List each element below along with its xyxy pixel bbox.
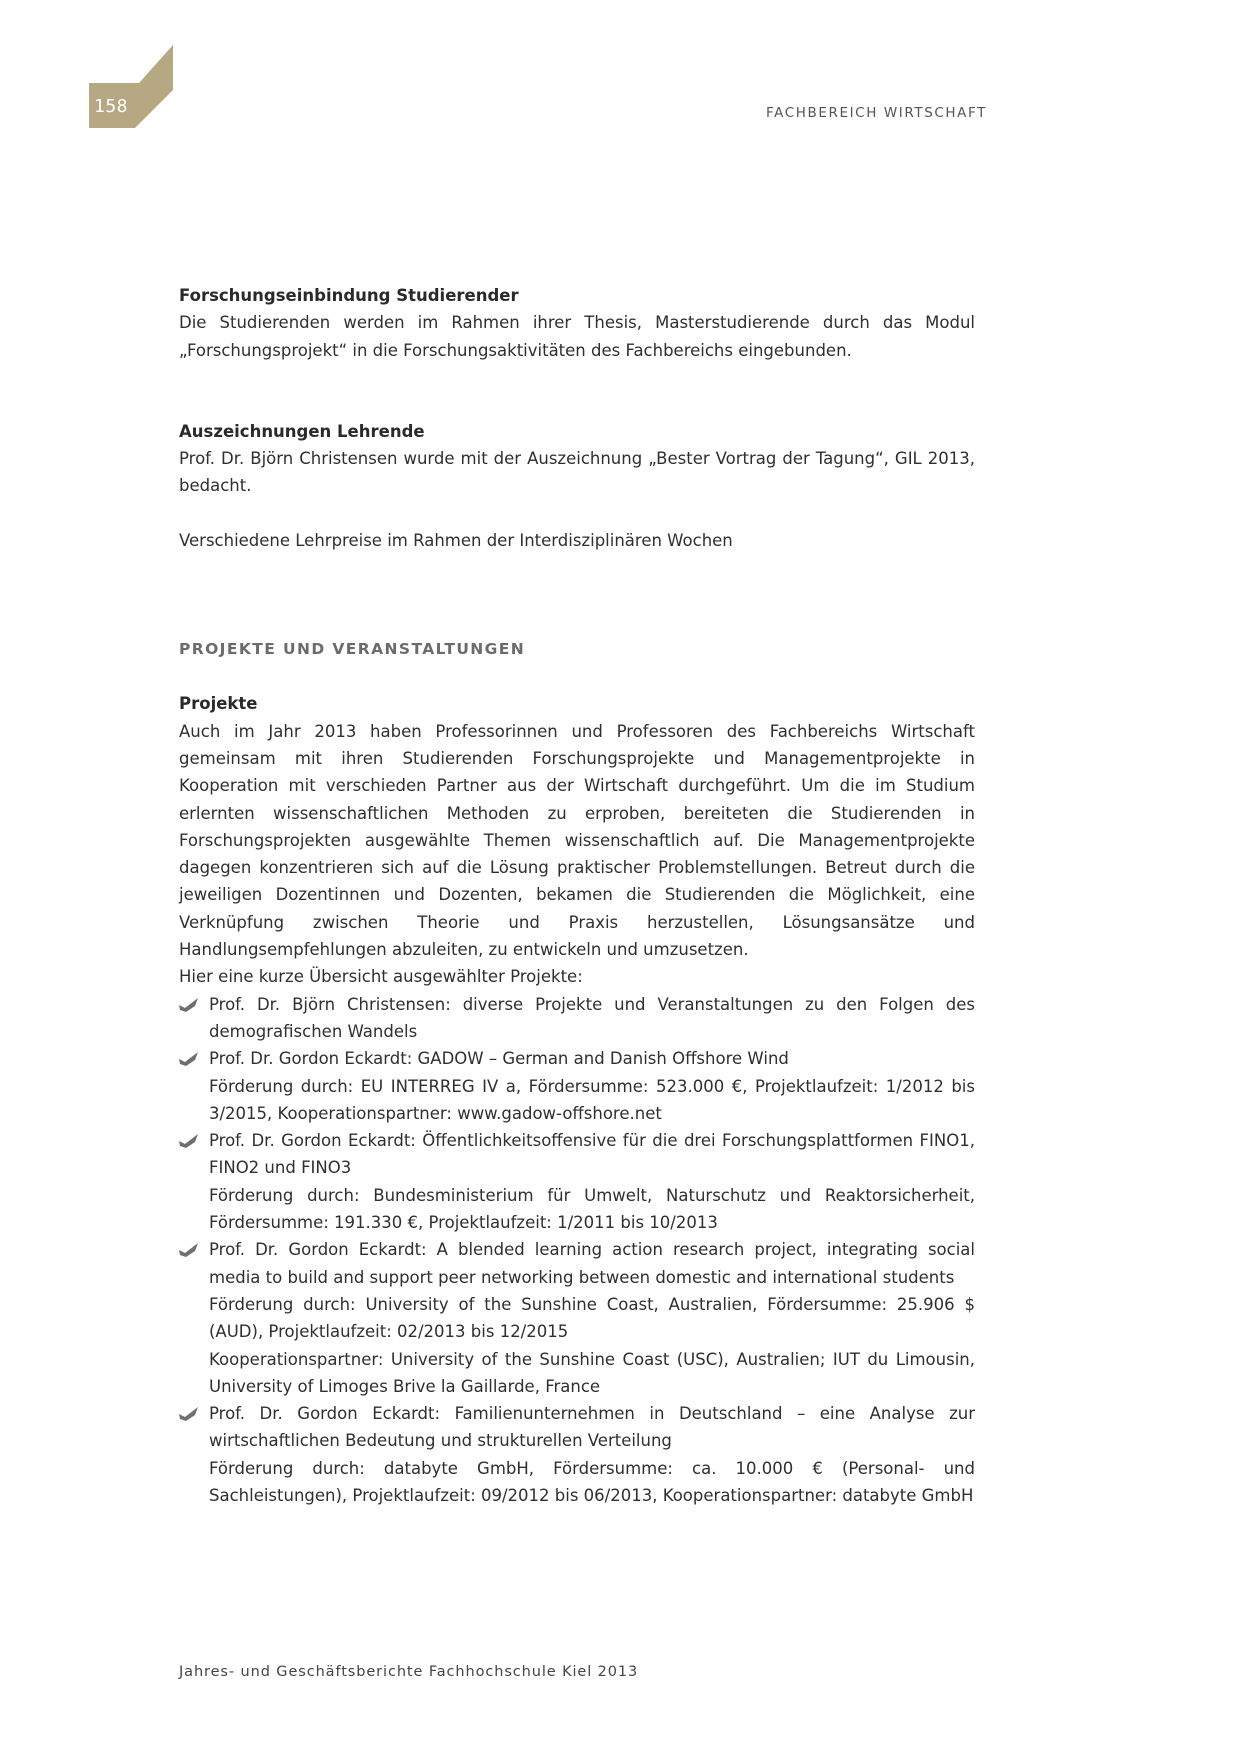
- list-item: [179, 1236, 975, 1400]
- paragraph-projekte: Auch im Jahr 2013 haben Professorinnen und Professoren des Fachbereichs Wirtschaft gemeinsam mit ihren Studierenden Forschungsprojekte und Managementprojekte in Kooperation mit verschieden Partner aus der Wirtschaft durchgeführt. Um die im Studium erlernten wissenschaftlichen Methoden zu erproben, bereiteten die Studierenden in Forschungsprojekten ausgewählte Themen wissenschaftlich auf. Die Managementprojekte dagegen konzentrieren sich auf die Lösung praktischer Problemstellungen. Betreut durch die jeweiligen Dozentinnen und Dozenten, bekamen die Studierenden die Möglichkeit, eine Verknüpfung zwischen Theorie und Praxis herzustellen, Lösungsansätze und Handlungsempfehlungen abzuleiten, zu entwickeln und umzusetzen.: [179, 721, 975, 960]
- checkmark-bullet-icon: [179, 1052, 198, 1066]
- project-details: Förderung durch: Bundesministerium für Umwelt, Naturschutz und Reaktorsicherheit, Fördersumme: 191.330 €, Projektlaufzeit: 1/2011 bis 10/2013: [209, 1185, 975, 1233]
- heading-forschungseinbindung: Forschungseinbindung Studierender: [179, 286, 519, 305]
- project-details: Förderung durch: EU INTERREG IV a, Fördersumme: 523.000 €, Projektlaufzeit: 1/2012 bis 3/2015, Kooperationspartner: www.gadow-offshore.net: [209, 1076, 975, 1123]
- project-list: [179, 991, 975, 1510]
- page-number: 158: [94, 96, 129, 117]
- paragraph-forschungseinbindung: Die Studierenden werden im Rahmen ihrer Thesis, Masterstudierende durch das Modul „Forschungsprojekt“ in die Forschungsaktivitäten des Fachbereichs eingebunden.: [179, 313, 975, 360]
- project-title: Prof. Dr. Gordon Eckardt: GADOW – German and Danish Offshore Wind: [209, 1049, 789, 1069]
- project-title: Prof. Dr. Gordon Eckardt: A blended learning action research project, integrating social media to build and support peer networking between domestic and international students: [209, 1240, 975, 1287]
- paragraph-auszeichnungen: Prof. Dr. Björn Christensen wurde mit der Auszeichnung „Bester Vortrag der Tagung“, GIL 2013, bedacht.: [179, 449, 975, 496]
- checkmark-bullet-icon: [179, 1243, 198, 1257]
- list-item: [179, 1045, 975, 1127]
- heading-projekte: Projekte: [179, 694, 258, 714]
- project-title: Prof. Dr. Gordon Eckardt: Familienunternehmen in Deutschland – eine Analyse zur wirtschaftlichen Bedeutung und strukturellen Verteilung: [209, 1404, 975, 1451]
- project-title: Prof. Dr. Björn Christensen: diverse Projekte und Veranstaltungen zu den Folgen des demografischen Wandels: [209, 994, 975, 1041]
- list-item: [179, 991, 975, 1046]
- checkmark-bullet-icon: [179, 998, 198, 1012]
- paragraph-lehrpreise: Verschiedene Lehrpreise im Rahmen der Interdisziplinären Wochen: [179, 530, 733, 550]
- project-title: Prof. Dr. Gordon Eckardt: Öffentlichkeitsoffensive für die drei Forschungsplattformen FINO1, FINO2 und FINO3: [209, 1131, 975, 1178]
- checkmark-bullet-icon: [179, 1407, 198, 1421]
- project-details: Förderung durch: University of the Sunshine Coast, Australien, Fördersumme: 25.906 $ (AUD), Projektlaufzeit: 02/2013 bis 12/2015: [209, 1294, 975, 1342]
- running-header: FACHBEREICH WIRTSCHAFT: [766, 105, 987, 121]
- footer-text: Jahres- und Geschäftsberichte Fachhochschule Kiel 2013: [179, 1664, 639, 1680]
- list-item: [179, 1127, 975, 1236]
- section-title-projekte-veranstaltungen: PROJEKTE UND VERANSTALTUNGEN: [179, 640, 526, 659]
- checkmark-bullet-icon: [179, 1134, 198, 1148]
- projects-intro: Hier eine kurze Übersicht ausgewählter Projekte:: [179, 967, 583, 987]
- heading-auszeichnungen: Auszeichnungen Lehrende: [179, 421, 425, 441]
- page-content: [179, 282, 975, 1509]
- list-item: [179, 1400, 975, 1509]
- project-partners: Kooperationspartner: University of the Sunshine Coast (USC), Australien; IUT du Limousin, University of Limoges Brive la Gaillarde, France: [209, 1349, 975, 1396]
- project-details: Förderung durch: databyte GmbH, Fördersumme: ca. 10.000 € (Personal- und Sachleistungen), Projektlaufzeit: 09/2012 bis 06/2013, Kooperationspartner: databyte GmbH: [209, 1458, 975, 1505]
